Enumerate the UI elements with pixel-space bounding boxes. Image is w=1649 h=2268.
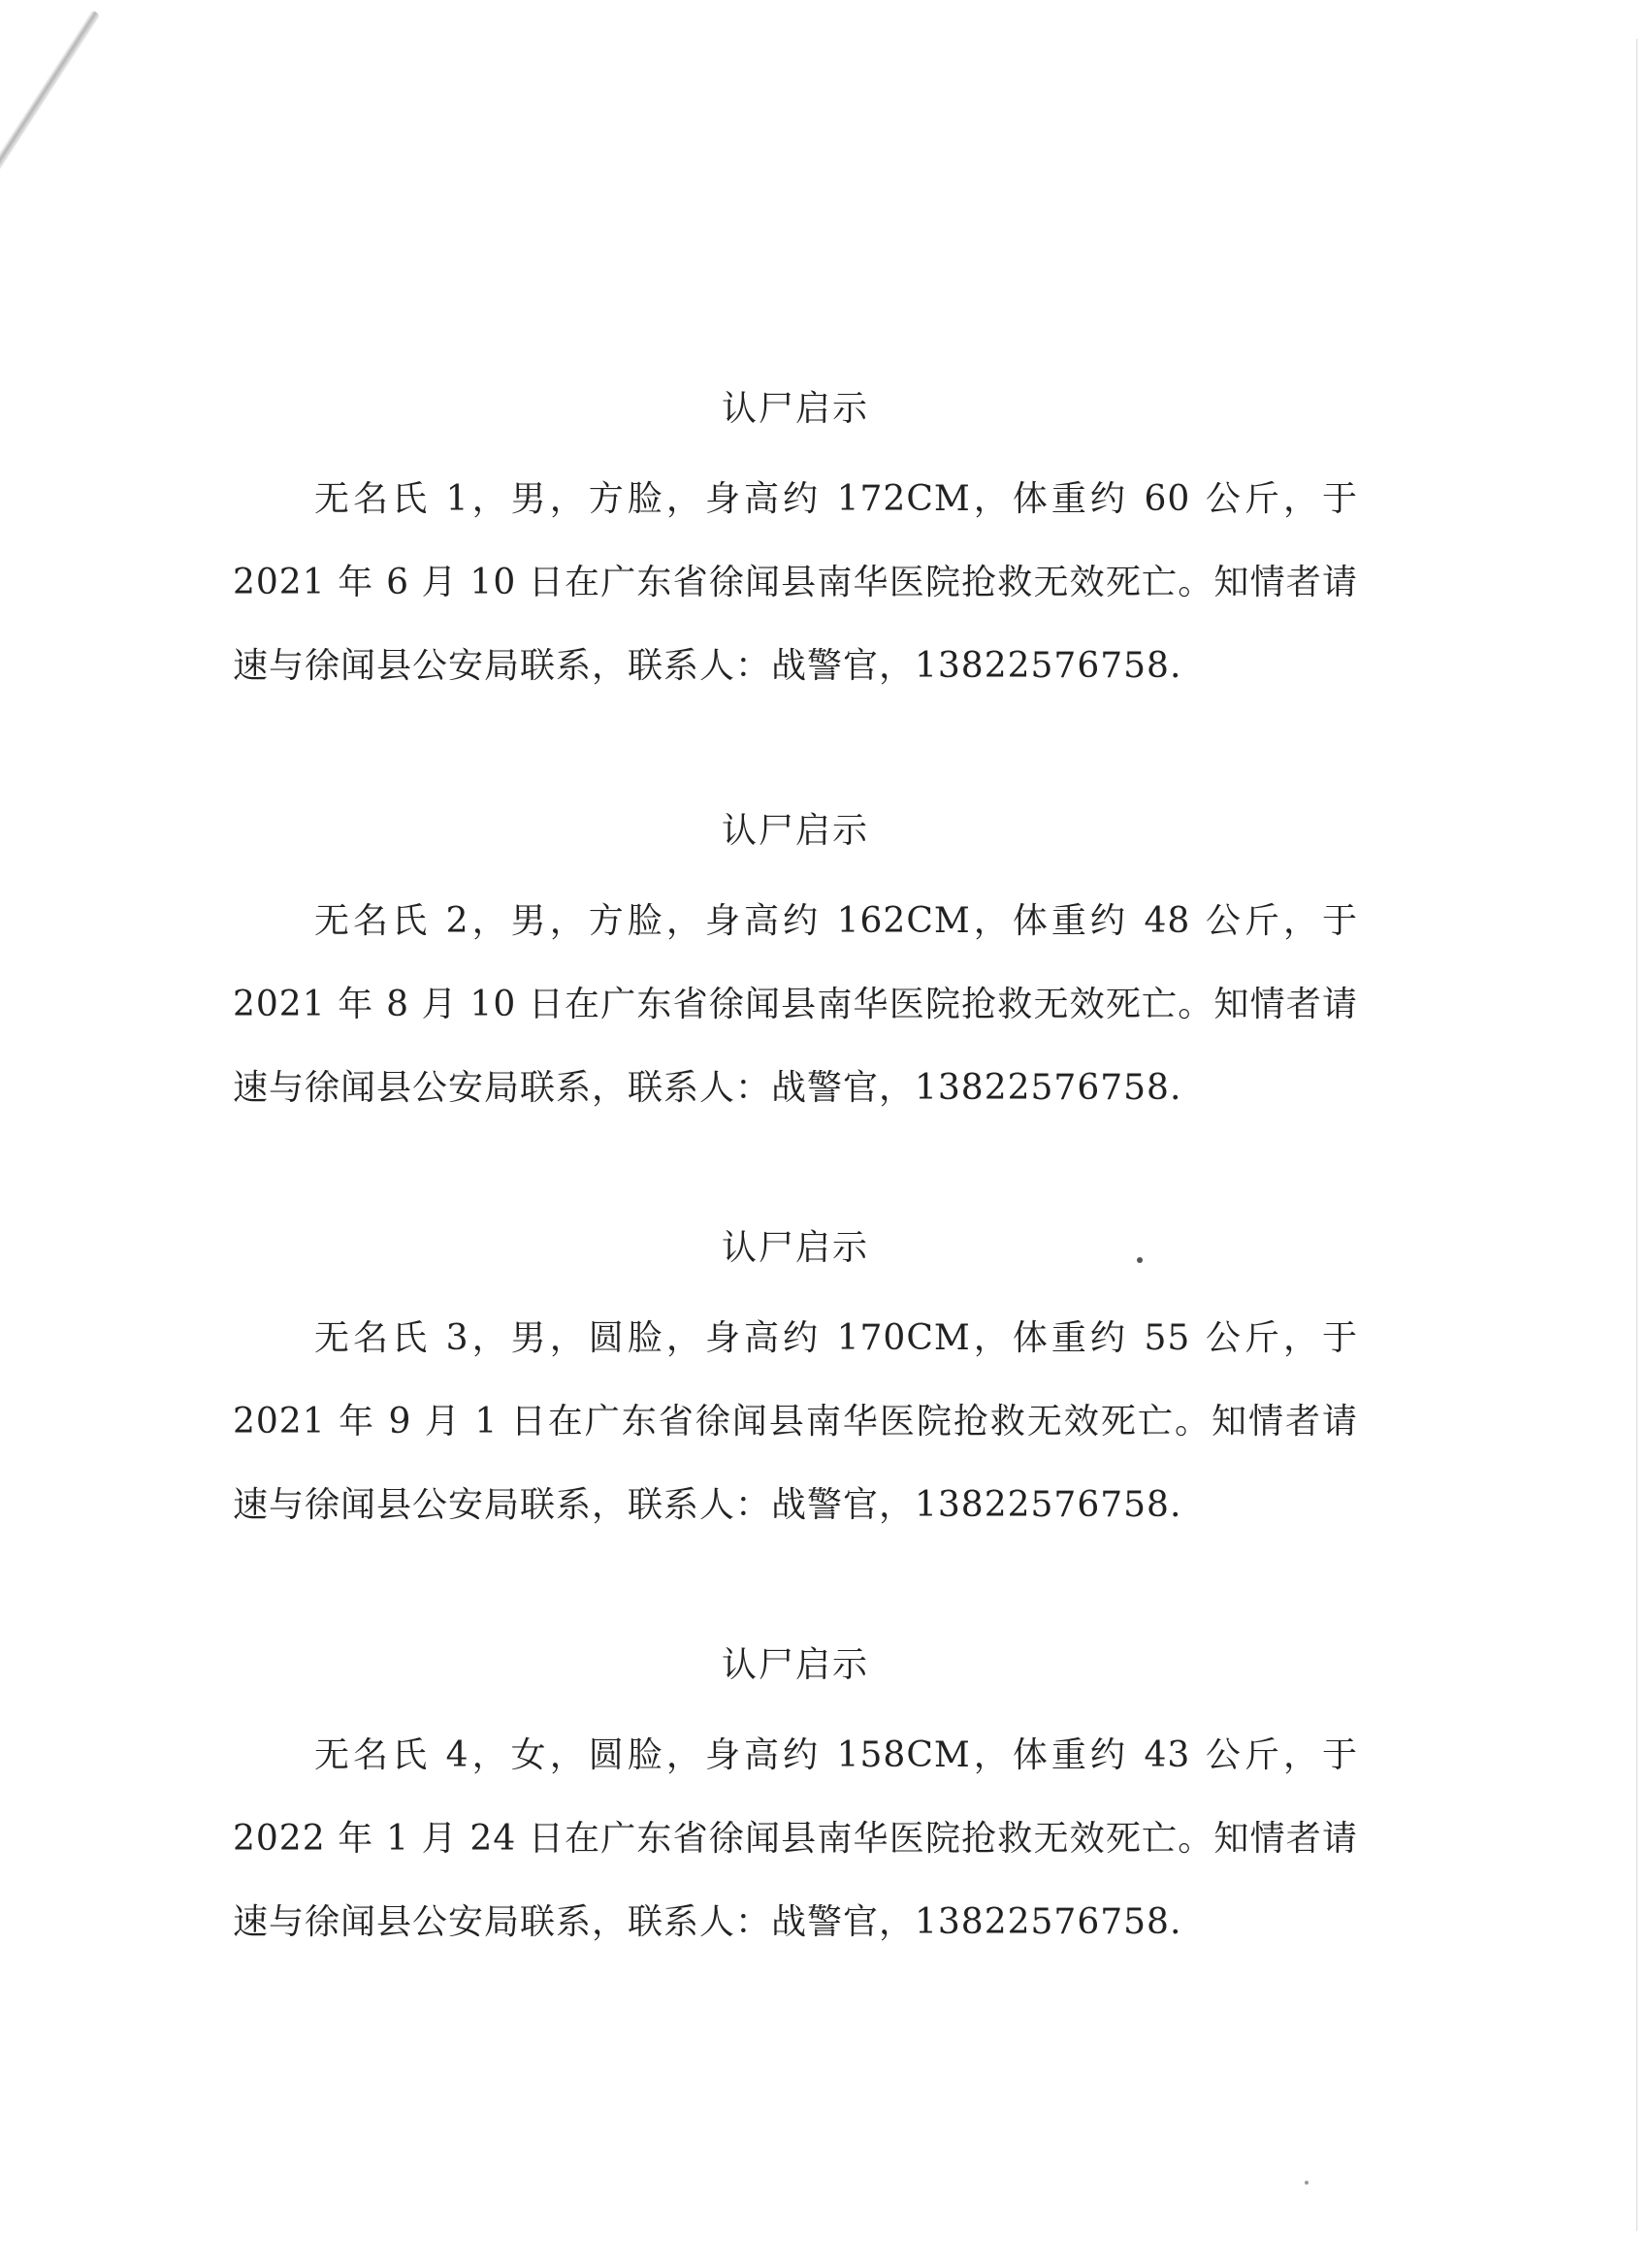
notice-2 <box>233 810 1358 1165</box>
notice-3 <box>233 1227 1358 1582</box>
notice-body: 无名氏 3，男，圆脸，身高约 170CM，体重约 55 公斤，于 2021 年 9 月 1 日在广东省徐闻县南华医院抢救无效死亡。知情者请速与徐闻县公安局联系，联系人：战警官，13822576758. <box>233 1318 1358 1525</box>
scan-streak-artifact <box>0 10 100 283</box>
notice-title: 认尸启示 <box>721 1645 869 1685</box>
notice-title: 认尸启示 <box>721 389 869 429</box>
notice-body: 无名氏 1，男，方脸，身高约 172CM，体重约 60 公斤，于 2021 年 6 月 10 日在广东省徐闻县南华医院抢救无效死亡。知情者请速与徐闻县公安局联系，联系人：战警官，13822576758. <box>233 479 1358 686</box>
notice-body: 无名氏 4，女，圆脸，身高约 158CM，体重约 43 公斤，于 2022 年 1 月 24 日在广东省徐闻县南华医院抢救无效死亡。知情者请速与徐闻县公安局联系，联系人：战警官，13822576758. <box>233 1735 1358 1942</box>
notice-4 <box>233 1644 1358 1999</box>
notice-body: 无名氏 2，男，方脸，身高约 162CM，体重约 48 公斤，于 2021 年 8 月 10 日在广东省徐闻县南华医院抢救无效死亡。知情者请速与徐闻县公安局联系，联系人：战警官，13822576758. <box>233 901 1358 1108</box>
notice-title: 认尸启示 <box>721 1228 869 1268</box>
dust-speck <box>1305 2181 1309 2185</box>
notice-title: 认尸启示 <box>721 811 869 851</box>
notice-1 <box>233 388 1358 743</box>
page-edge-artifact <box>1636 39 1637 2231</box>
